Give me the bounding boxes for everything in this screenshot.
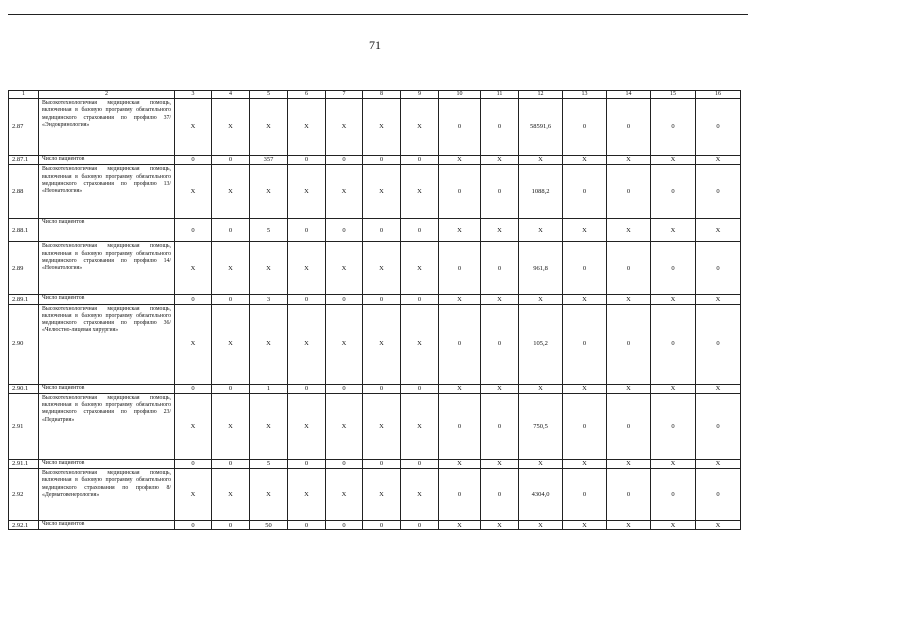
value-cell: 0 (363, 459, 401, 468)
value-cell: X (651, 295, 696, 304)
value-cell: 0 (696, 165, 741, 219)
value-cell: X (563, 459, 607, 468)
column-number: 7 (326, 91, 363, 99)
value-cell: 0 (696, 99, 741, 156)
value-cell: X (519, 521, 563, 530)
value-cell: X (250, 242, 288, 295)
value-cell: 0 (607, 469, 651, 521)
column-number: 5 (250, 91, 288, 99)
value-cell: X (326, 165, 363, 219)
value-cell: X (212, 99, 250, 156)
row-code: 2.89 (9, 242, 39, 295)
value-cell: X (563, 156, 607, 165)
table-row (9, 393, 741, 459)
value-cell: X (519, 219, 563, 242)
value-cell: X (401, 469, 439, 521)
value-cell: X (696, 295, 741, 304)
value-cell: 0 (481, 469, 519, 521)
value-cell: 0 (607, 393, 651, 459)
value-cell: X (519, 156, 563, 165)
value-cell: 0 (607, 165, 651, 219)
value-cell: X (607, 219, 651, 242)
column-number: 2 (39, 91, 175, 99)
value-cell: 0 (175, 156, 212, 165)
value-cell: X (401, 242, 439, 295)
value-cell: 0 (439, 469, 481, 521)
row-description: Число пациентов (39, 521, 175, 530)
table-row (9, 384, 741, 393)
row-description: Число пациентов (39, 219, 175, 242)
value-cell: 0 (651, 393, 696, 459)
value-cell: 0 (481, 165, 519, 219)
value-cell: 0 (288, 219, 326, 242)
row-description: Число пациентов (39, 384, 175, 393)
value-cell: 105,2 (519, 304, 563, 384)
value-cell: 50 (250, 521, 288, 530)
value-cell: 0 (401, 295, 439, 304)
value-cell: X (175, 304, 212, 384)
table-row (9, 469, 741, 521)
value-cell: X (212, 242, 250, 295)
value-cell: 0 (651, 304, 696, 384)
row-description: Число пациентов (39, 156, 175, 165)
value-cell: X (651, 459, 696, 468)
value-cell: X (175, 242, 212, 295)
value-cell: X (696, 156, 741, 165)
value-cell: X (363, 304, 401, 384)
table-row (9, 156, 741, 165)
value-cell: X (250, 304, 288, 384)
value-cell: 0 (326, 219, 363, 242)
value-cell: 0 (175, 521, 212, 530)
value-cell: 0 (651, 469, 696, 521)
value-cell: X (288, 469, 326, 521)
value-cell: X (363, 242, 401, 295)
value-cell: 0 (363, 295, 401, 304)
value-cell: X (439, 459, 481, 468)
column-number: 6 (288, 91, 326, 99)
row-description: Высокотехнологичная медицинская помощь, включенная в базовую программу обязательного медицинского страхования по профилю 13/ «Неонатология» (39, 165, 175, 219)
value-cell: 0 (696, 393, 741, 459)
column-number: 16 (696, 91, 741, 99)
value-cell: 0 (326, 156, 363, 165)
value-cell: X (651, 156, 696, 165)
value-cell: X (288, 304, 326, 384)
value-cell: X (439, 156, 481, 165)
row-description: Высокотехнологичная медицинская помощь, включенная в базовую программу обязательного медицинского страхования по профилю 23/ «Педиатрия» (39, 393, 175, 459)
value-cell: 0 (563, 469, 607, 521)
table-row (9, 295, 741, 304)
row-code: 2.87 (9, 99, 39, 156)
column-number: 3 (175, 91, 212, 99)
table-row (9, 304, 741, 384)
table-row (9, 99, 741, 156)
value-cell: 0 (363, 219, 401, 242)
value-cell: X (481, 219, 519, 242)
value-cell: X (326, 469, 363, 521)
table-row (9, 459, 741, 468)
value-cell: 0 (481, 242, 519, 295)
value-cell: X (607, 295, 651, 304)
value-cell: X (288, 393, 326, 459)
value-cell: 0 (439, 393, 481, 459)
value-cell: 0 (175, 219, 212, 242)
value-cell: X (439, 384, 481, 393)
value-cell: X (563, 295, 607, 304)
value-cell: 750,5 (519, 393, 563, 459)
value-cell: X (401, 393, 439, 459)
value-cell: 0 (288, 156, 326, 165)
value-cell: X (481, 459, 519, 468)
value-cell: X (250, 165, 288, 219)
value-cell: X (363, 99, 401, 156)
value-cell: X (481, 295, 519, 304)
value-cell: X (563, 219, 607, 242)
value-cell: X (326, 304, 363, 384)
value-cell: X (326, 393, 363, 459)
value-cell: 58591,6 (519, 99, 563, 156)
table-header-row (9, 91, 741, 99)
value-cell: 0 (563, 165, 607, 219)
value-cell: X (212, 165, 250, 219)
value-cell: 0 (651, 165, 696, 219)
value-cell: X (696, 459, 741, 468)
value-cell: 3 (250, 295, 288, 304)
row-code: 2.87.1 (9, 156, 39, 165)
row-code: 2.92 (9, 469, 39, 521)
value-cell: 0 (212, 295, 250, 304)
value-cell: X (212, 304, 250, 384)
value-cell: 0 (212, 219, 250, 242)
value-cell: X (212, 469, 250, 521)
value-cell: 0 (607, 99, 651, 156)
value-cell: X (563, 384, 607, 393)
column-number: 10 (439, 91, 481, 99)
value-cell: 0 (363, 384, 401, 393)
value-cell: 0 (363, 156, 401, 165)
value-cell: X (481, 156, 519, 165)
value-cell: X (481, 521, 519, 530)
value-cell: X (175, 99, 212, 156)
value-cell: X (250, 99, 288, 156)
value-cell: X (363, 393, 401, 459)
page-number: 71 (369, 38, 381, 52)
value-cell: 0 (696, 242, 741, 295)
row-description: Высокотехнологичная медицинская помощь, включенная в базовую программу обязательного медицинского страхования по профилю 37/ «Эндокринология» (39, 99, 175, 156)
row-code: 2.92.1 (9, 521, 39, 530)
value-cell: 0 (563, 393, 607, 459)
value-cell: X (696, 521, 741, 530)
value-cell: X (401, 99, 439, 156)
value-cell: 0 (212, 384, 250, 393)
column-number: 8 (363, 91, 401, 99)
value-cell: 0 (401, 521, 439, 530)
value-cell: 0 (607, 304, 651, 384)
table-row (9, 242, 741, 295)
column-number: 4 (212, 91, 250, 99)
row-code: 2.91.1 (9, 459, 39, 468)
value-cell: 0 (439, 99, 481, 156)
value-cell: X (519, 459, 563, 468)
value-cell: 0 (288, 521, 326, 530)
value-cell: 0 (439, 304, 481, 384)
value-cell: X (288, 99, 326, 156)
value-cell: 0 (563, 99, 607, 156)
value-cell: X (363, 165, 401, 219)
value-cell: X (175, 165, 212, 219)
value-cell: 1088,2 (519, 165, 563, 219)
value-cell: X (401, 304, 439, 384)
row-description: Число пациентов (39, 459, 175, 468)
value-cell: X (563, 521, 607, 530)
value-cell: 0 (212, 156, 250, 165)
column-number: 12 (519, 91, 563, 99)
row-description: Высокотехнологичная медицинская помощь, включенная в базовую программу обязательного медицинского страхования по профилю 8/ «Дерматовенерология» (39, 469, 175, 521)
value-cell: 0 (401, 219, 439, 242)
value-cell: X (326, 242, 363, 295)
value-cell: X (607, 459, 651, 468)
value-cell: 0 (326, 384, 363, 393)
row-code: 2.90 (9, 304, 39, 384)
value-cell: X (651, 521, 696, 530)
value-cell: 357 (250, 156, 288, 165)
table-row (9, 521, 741, 530)
value-cell: 0 (651, 99, 696, 156)
value-cell: X (439, 295, 481, 304)
row-description: Высокотехнологичная медицинская помощь, включенная в базовую программу обязательного медицинского страхования по профилю 36/ «Челюстно-лицевая хирургия» (39, 304, 175, 384)
value-cell: X (696, 384, 741, 393)
value-cell: X (439, 521, 481, 530)
value-cell: X (439, 219, 481, 242)
value-cell: 0 (363, 521, 401, 530)
value-cell: X (696, 219, 741, 242)
value-cell: 0 (439, 242, 481, 295)
value-cell: 5 (250, 459, 288, 468)
value-cell: 0 (212, 521, 250, 530)
value-cell: 0 (175, 384, 212, 393)
value-cell: X (212, 393, 250, 459)
value-cell: 4304,0 (519, 469, 563, 521)
value-cell: 0 (175, 295, 212, 304)
column-number: 1 (9, 91, 39, 99)
value-cell: 0 (288, 295, 326, 304)
value-cell: X (651, 219, 696, 242)
value-cell: 0 (651, 242, 696, 295)
row-description: Число пациентов (39, 295, 175, 304)
value-cell: 0 (481, 99, 519, 156)
value-cell: 0 (607, 242, 651, 295)
value-cell: X (250, 469, 288, 521)
value-cell: 0 (563, 242, 607, 295)
value-cell: X (401, 165, 439, 219)
top-rule (8, 14, 748, 15)
value-cell: 0 (401, 459, 439, 468)
value-cell: 0 (326, 521, 363, 530)
value-cell: X (288, 242, 326, 295)
value-cell: 0 (563, 304, 607, 384)
value-cell: 0 (288, 459, 326, 468)
row-code: 2.88 (9, 165, 39, 219)
value-cell: 0 (288, 384, 326, 393)
column-number: 13 (563, 91, 607, 99)
table-row (9, 219, 741, 242)
value-cell: 0 (439, 165, 481, 219)
value-cell: X (250, 393, 288, 459)
value-cell: X (175, 469, 212, 521)
value-cell: X (607, 521, 651, 530)
table-row (9, 165, 741, 219)
value-cell: 1 (250, 384, 288, 393)
value-cell: 961,8 (519, 242, 563, 295)
value-cell: X (607, 156, 651, 165)
value-cell: 0 (175, 459, 212, 468)
value-cell: X (607, 384, 651, 393)
value-cell: 0 (401, 384, 439, 393)
column-number: 14 (607, 91, 651, 99)
data-table (8, 90, 741, 530)
row-description: Высокотехнологичная медицинская помощь, включенная в базовую программу обязательного медицинского страхования по профилю 14/ «Неонатология» (39, 242, 175, 295)
row-code: 2.91 (9, 393, 39, 459)
value-cell: 5 (250, 219, 288, 242)
value-cell: 0 (326, 295, 363, 304)
column-number: 11 (481, 91, 519, 99)
value-cell: X (519, 384, 563, 393)
value-cell: X (651, 384, 696, 393)
value-cell: 0 (696, 304, 741, 384)
column-number: 9 (401, 91, 439, 99)
value-cell: X (326, 99, 363, 156)
value-cell: 0 (326, 459, 363, 468)
value-cell: 0 (401, 156, 439, 165)
value-cell: 0 (696, 469, 741, 521)
value-cell: X (363, 469, 401, 521)
value-cell: X (481, 384, 519, 393)
value-cell: X (175, 393, 212, 459)
row-code: 2.89.1 (9, 295, 39, 304)
value-cell: 0 (481, 304, 519, 384)
row-code: 2.90.1 (9, 384, 39, 393)
value-cell: X (288, 165, 326, 219)
value-cell: 0 (481, 393, 519, 459)
column-number: 15 (651, 91, 696, 99)
value-cell: X (519, 295, 563, 304)
row-code: 2.88.1 (9, 219, 39, 242)
value-cell: 0 (212, 459, 250, 468)
